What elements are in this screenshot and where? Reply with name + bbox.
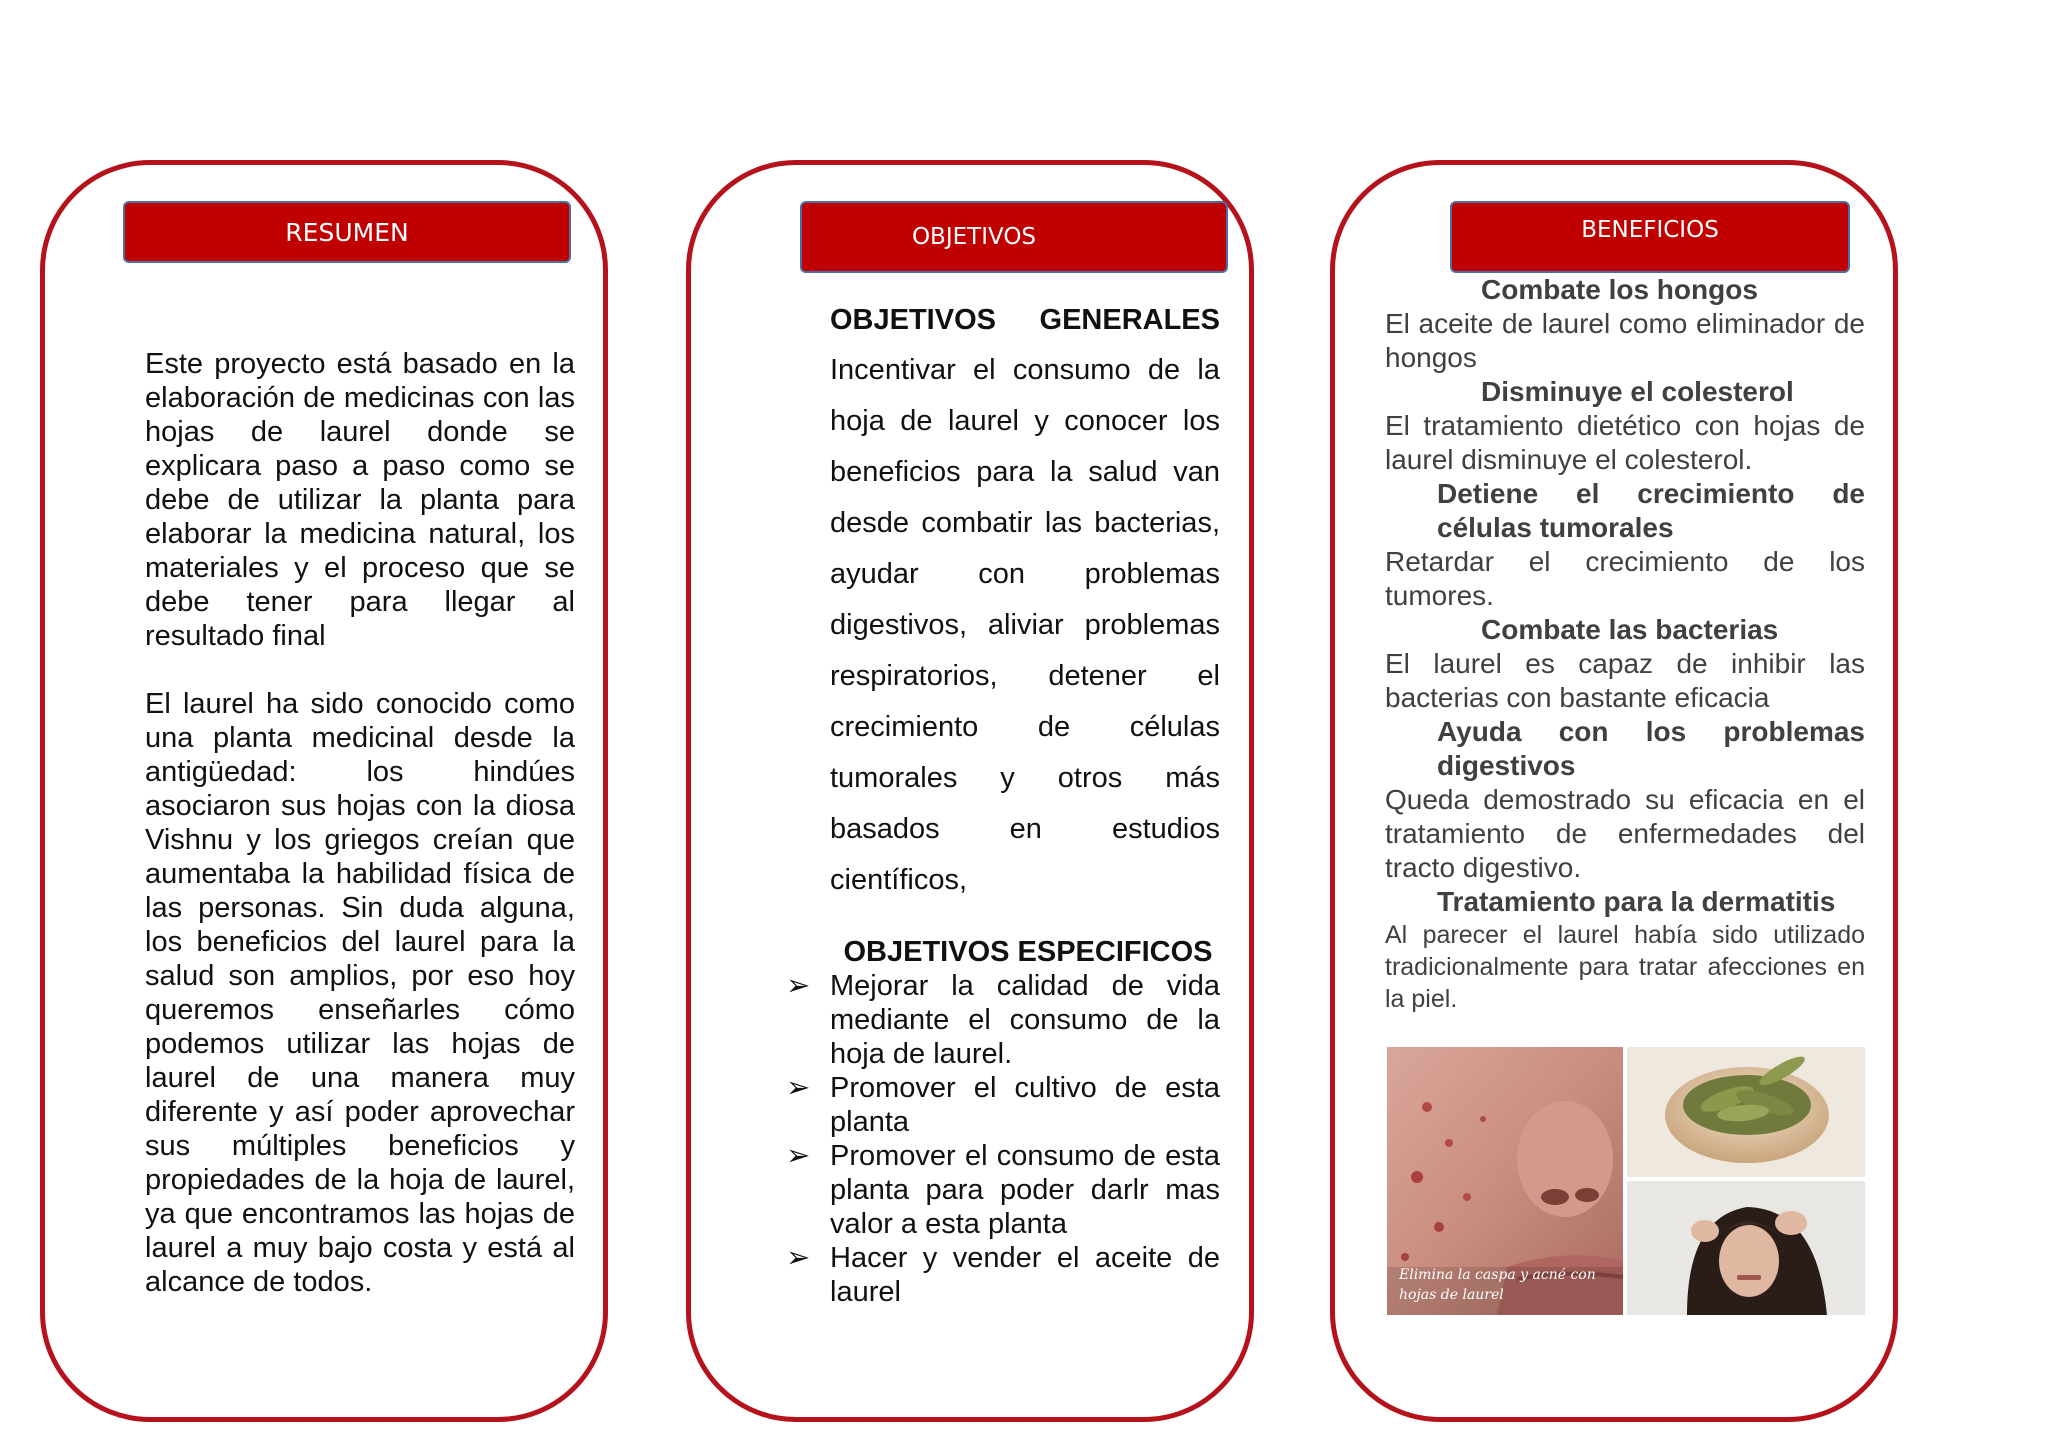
benefit-title: Combate las bacterias — [1481, 614, 1779, 645]
benefit-title: Tratamiento para la dermatitis — [1437, 886, 1836, 917]
resumen-header — [123, 201, 571, 263]
list-item: ➢ Hacer y vender el aceite de laurel — [786, 1242, 1220, 1308]
benefit-text: El aceite de laurel como eliminador de hongos — [1385, 308, 1865, 373]
general-objectives — [830, 303, 1220, 906]
beneficios-panel — [1330, 160, 1898, 1422]
resumen-header-label: RESUMEN — [285, 217, 409, 247]
bay-leaves-bowl-photo — [1627, 1047, 1865, 1177]
benefit-text: Al parecer el laurel había sido utilizado tradicionalmente para tratar afecciones en la piel. — [1385, 921, 1865, 1013]
specific-objectives — [786, 935, 1220, 1309]
woman-dandruff-photo — [1627, 1181, 1865, 1315]
objetivos-header — [800, 201, 1228, 273]
list-item: ➢ Promover el cultivo de esta planta — [786, 1072, 1220, 1138]
resumen-paragraph-2: El laurel ha sido conocido como una planta medicinal desde la antigüedad: los hindúes asociaron sus hojas con la diosa Vishnu y los griegos creían que aumentaba la habilidad física de las personas. Sin duda alguna, los beneficios del laurel para la salud son amplios, por eso hoy queremos enseñarles cómo podemos utilizar las hojas de laurel de una manera muy diferente y así poder aprovechar sus múltiples beneficios y propiedades de la hoja de laurel, ya que encontramos las hojas de laurel a muy bajo costa y está al alcance de todos. — [145, 688, 575, 1298]
list-item: ➢ Mejorar la calidad de vida mediante el consumo de la hoja de laurel. — [786, 970, 1220, 1070]
benefits-list — [1385, 273, 1865, 1015]
benefit-text: Queda demostrado su eficacia en el tratamiento de enfermedades del tracto digestivo. — [1385, 784, 1865, 883]
general-objectives-title: OBJETIVOS GENERALES — [830, 304, 1220, 336]
specific-objectives-list — [786, 969, 1220, 1309]
beneficios-header — [1450, 201, 1850, 273]
benefit-title: Detiene el crecimiento de células tumorales — [1437, 478, 1865, 543]
arrow-bullet-icon: ➢ — [786, 1140, 811, 1172]
beneficios-header-label: BENEFICIOS — [1581, 217, 1719, 243]
benefit-text: Retardar el crecimiento de los tumores. — [1385, 546, 1865, 611]
benefit-title: Ayuda con los problemas digestivos — [1437, 716, 1865, 781]
list-item: ➢ Promover el consumo de esta planta para poder darlr mas valor a esta planta — [786, 1140, 1220, 1240]
collage-caption: Elimina la caspa y acné con hojas de laurel — [1399, 1267, 1596, 1303]
specific-objectives-title: OBJETIVOS ESPECIFICOS — [843, 936, 1213, 968]
benefit-text: El laurel es capaz de inhibir las bacterias con bastante eficacia — [1385, 648, 1865, 713]
objetivos-panel — [686, 160, 1254, 1422]
general-objectives-text: Incentivar el consumo de la hoja de laurel y conocer los beneficios para la salud van desde combatir las bacterias, ayudar con problemas digestivos, aliviar problemas respiratorios, detener el crecimiento de células tumorales y otros más basados en estudios científicos, — [830, 354, 1220, 896]
arrow-bullet-icon: ➢ — [786, 1072, 811, 1104]
resumen-body — [145, 347, 575, 1299]
arrow-bullet-icon: ➢ — [786, 1242, 811, 1274]
benefits-photo-collage — [1387, 1047, 1865, 1315]
benefit-title: Combate los hongos — [1481, 274, 1758, 305]
benefit-title: Disminuye el colesterol — [1481, 376, 1794, 407]
benefit-text: El tratamiento dietético con hojas de laurel disminuye el colesterol. — [1385, 410, 1865, 475]
arrow-bullet-icon: ➢ — [786, 970, 811, 1002]
objetivos-header-label: OBJETIVOS — [911, 224, 1037, 250]
resumen-panel — [40, 160, 608, 1422]
resumen-paragraph-1: Este proyecto está basado en la elaboración de medicinas con las hojas de laurel donde se explicara paso a paso como se debe de utilizar la planta para elaborar la medicina natural, los materiales y el proceso que se debe tener para llegar al resultado final — [145, 348, 575, 652]
acne-face-photo — [1387, 1047, 1623, 1315]
